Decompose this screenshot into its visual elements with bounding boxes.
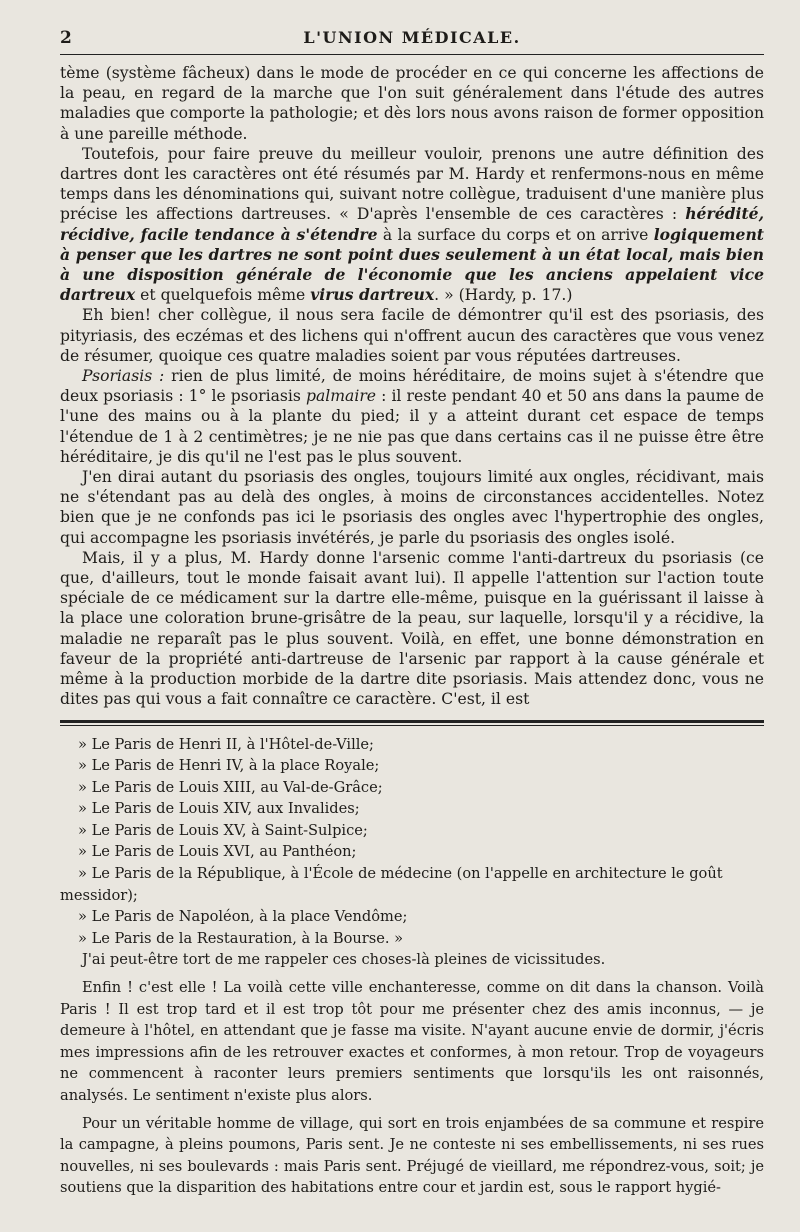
feuilleton-paragraph-2: Enfin ! c'est elle ! La voilà cette ville enchanteresse, comme on dit dans la chanson. Voilà Paris ! Il est trop tard et il est trop tôt pour me présenter chez des amis inconnus, — je demeure à l'hôtel, en attendant que je fasse ma visite. N'ayant aucune envie de dormir, j'écris mes impressions afin de les retrouver exactes et conformes, à mon retour. Trop de voyageurs ne commencent à raconter leurs premiers sentiments que lorsqu'ils les ont raisonnés, analysés. Le sentiment n'existe plus alors.	[60, 979, 764, 1104]
article-paragraph-3: Eh bien! cher collègue, il nous sera facile de démontrer qu'il est des psoriasis, des pityriasis, des eczémas et des lichens qui n'offrent aucun des caractères que vous venez de résumer, quoique ces quatre maladies soient par vous réputées dartreuses.	[60, 306, 764, 365]
p4-italic-palmaire: palmaire	[305, 387, 377, 406]
feuilleton-paragraph-3: Pour un véritable homme de village, qui sort en trois enjambées de sa commune et respire la campagne, à pleins poumons, Paris sent. Je ne conteste ni ses embellissements, ni ses rues nouvelles, ni ses boulevards : mais Paris sent. Préjugé de vieillard, me répondrez-vous, soit; je soutiens que la disparition des habitations entre cour et jardin est, sous le rapport hygié-	[60, 1114, 764, 1197]
verse-line: » Le Paris de Louis XV, à Saint-Sulpice;	[78, 821, 368, 839]
p2-italic-characters: hérédité, récidive, facile tendance à s'étendre	[60, 204, 764, 244]
p2-text-mid2: et quelquefois même	[135, 286, 311, 305]
feuilleton	[60, 734, 764, 1199]
article-paragraph-4	[60, 366, 764, 467]
journal-title: L'UNION MÉDICALE.	[303, 28, 521, 47]
separator-thin-rule	[60, 725, 764, 726]
verse-line: » Le Paris de Louis XIV, aux Invalides;	[78, 800, 360, 818]
page-number: 2	[60, 28, 72, 48]
verse-line: » Le Paris de Louis XVI, au Panthéon;	[78, 843, 357, 861]
p4-italic-heading: Psoriasis :	[82, 367, 165, 386]
p2-italic-conclusion: logiquement à penser que les dartres ne sont point dues seulement à un état local, mais bien à une disposition générale de l'économie que les anciens appelaient vice dartreux	[60, 224, 765, 305]
p4-text-b: : il reste pendant 40 et 50 ans dans la paume de l'une des mains ou à la plante du pied; il y a atteint durant cet espace de temps l'étendue de 1 à 2 centimètres; je ne nie pas que dans certains cas il ne puisse être être héréditaire, je dis qu'il ne l'est pas le plus souvent.	[60, 387, 764, 466]
separator-thick-rule	[60, 720, 764, 723]
article-paragraph-6: Mais, il y a plus, M. Hardy donne l'arsenic comme l'anti-dartreux du psoriasis (ce que, d'ailleurs, tout le monde faisait avant lui). Il appelle l'attention sur l'action toute spéciale de ce médicament sur la dartre elle-même, puisque en la guérissant il laisse à la place une coloration brune-grisâtre de la peau, sur laquelle, lorsqu'il y a récidive, la maladie ne reparaît pas le plus souvent. Voilà, en effet, une bonne démonstration en faveur de la propriété anti-dartreuse de l'arsenic par rapport à la cause générale et même à la production morbide de la dartre dite psoriasis. Mais attendez donc, vous ne dites pas qui vous a fait connaître ce caractère. C'est, il est	[60, 548, 764, 709]
verse-line: » Le Paris de Louis XIII, au Val-de-Grâce;	[78, 778, 383, 796]
header-rule	[60, 54, 764, 55]
p2-text-end: . » (Hardy, p. 17.)	[434, 286, 573, 305]
running-head	[60, 24, 764, 54]
feuilleton-paragraph-1: J'ai peut-être tort de me rappeler ces choses-là pleines de vicissitudes.	[82, 951, 606, 969]
feuilleton-separator	[60, 720, 764, 726]
article-paragraph-5: J'en dirai autant du psoriasis des ongles, toujours limité aux ongles, récidivant, mais ne s'étendant pas au delà des ongles, à moins de circonstances accidentelles. Notez bien que je ne confonds pas ici le psoriasis des ongles avec l'hypertrophie des ongles, qui accompagne les psoriasis invétérés, je parle du psoriasis des ongles isolé.	[60, 468, 764, 547]
verse-continuation: messidor);	[60, 886, 138, 904]
p2-italic-virus: virus dartreux	[310, 285, 435, 305]
verse-line: » Le Paris de Henri IV, à la place Royale;	[78, 757, 380, 775]
p2-text-start: Toutefois, pour faire preuve du meilleur vouloir, prenons une autre définition des dartres dont les caractères ont été résumés par M. Hardy et renfermons-nous en même temps dans les dénominations qui, suivant notre collègue, traduisent d'une manière plus précise les affections dartreuses. « D'après l'ensemble de ces caractères :	[60, 144, 764, 224]
verse-line: » Le Paris de la Restauration, à la Bourse. »	[78, 929, 404, 947]
article-paragraph-2	[60, 144, 764, 306]
p2-text-mid: à la surface du corps et on arrive	[377, 225, 654, 244]
article-paragraph-1: tème (système fâcheux) dans le mode de procéder en ce qui concerne les affections de la peau, en regard de la marche que l'on suit généralement dans l'étude des autres maladies que comporte la pathologie; et dès lors nous avons raison de former opposition à une pareille méthode.	[60, 64, 764, 143]
verse-line: » Le Paris de la République, à l'École de médecine (on l'appelle en architecture le goût	[78, 865, 723, 883]
verse-line: » Le Paris de Napoléon, à la place Vendôme;	[78, 908, 408, 926]
p4-text-a: rien de plus limité, de moins héréditaire, de moins sujet à s'étendre que deux psoriasis : 1° le psoriasis	[60, 367, 765, 406]
verse-line: » Le Paris de Henri II, à l'Hôtel-de-Ville;	[78, 735, 374, 753]
article-body	[60, 63, 764, 710]
